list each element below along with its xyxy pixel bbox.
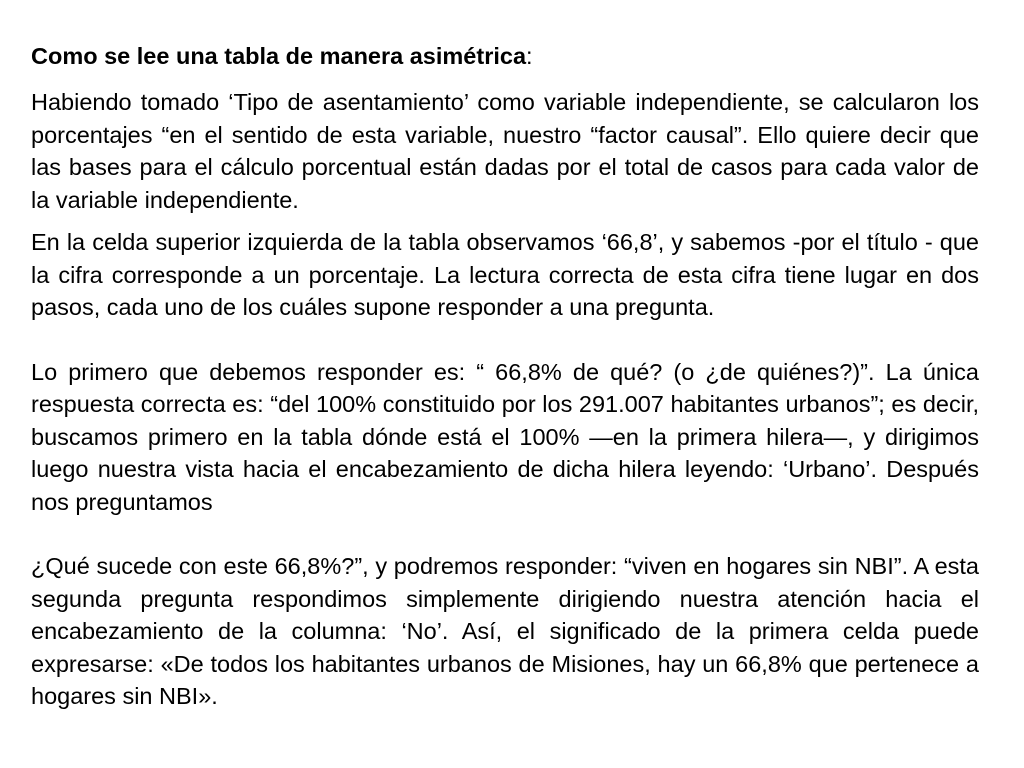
paragraph-3: Lo primero que debemos responder es: “ 66,8% de qué? (o ¿de quiénes?)”. La única respuesta correcta es: “del 100% constituido por los 291.007 habitantes urbanos”; es decir, buscamos primero en la tabla dónde está el 100% —en la primera hilera—, y dirigimos luego nuestra vista hacia el encabezamiento de dicha hilera leyendo: ‘Urbano’. Después nos preguntamos (31, 358, 979, 515)
paragraph-1: Habiendo tomado ‘Tipo de asentamiento’ como variable independiente, se calcularon los porcentajes “en el sentido de esta variable, nuestro “factor causal”. Ello quiere decir que las bases para el cálculo porcentual están dadas por el total de casos para cada valor de la variable independiente. (31, 89, 979, 213)
paragraph-4: ¿Qué sucede con este 66,8%?”, y podremos responder: “viven en hogares sin NBI”. A esta segunda pregunta respondimos simplemente dirigiendo nuestra atención hacia el encabezamiento de la columna: ‘No’. Así, el significado de la primera celda puede expresarse: «De todos los habitantes urbanos de Misiones, hay un 66,8% que pertenece a hogares sin NBI». (31, 553, 979, 709)
slide-title (31, 40, 979, 72)
slide-title-text: Como se lee una tabla de manera asimétrica (31, 43, 527, 69)
slide-content (31, 40, 979, 713)
slide-title-colon: : (526, 43, 533, 69)
paragraph-2: En la celda superior izquierda de la tabla observamos ‘66,8’, y sabemos -por el título - que la cifra corresponde a un porcentaje. La lectura correcta de esta cifra tiene lugar en dos pasos, cada uno de los cuáles supone responder a una pregunta. (31, 229, 979, 320)
